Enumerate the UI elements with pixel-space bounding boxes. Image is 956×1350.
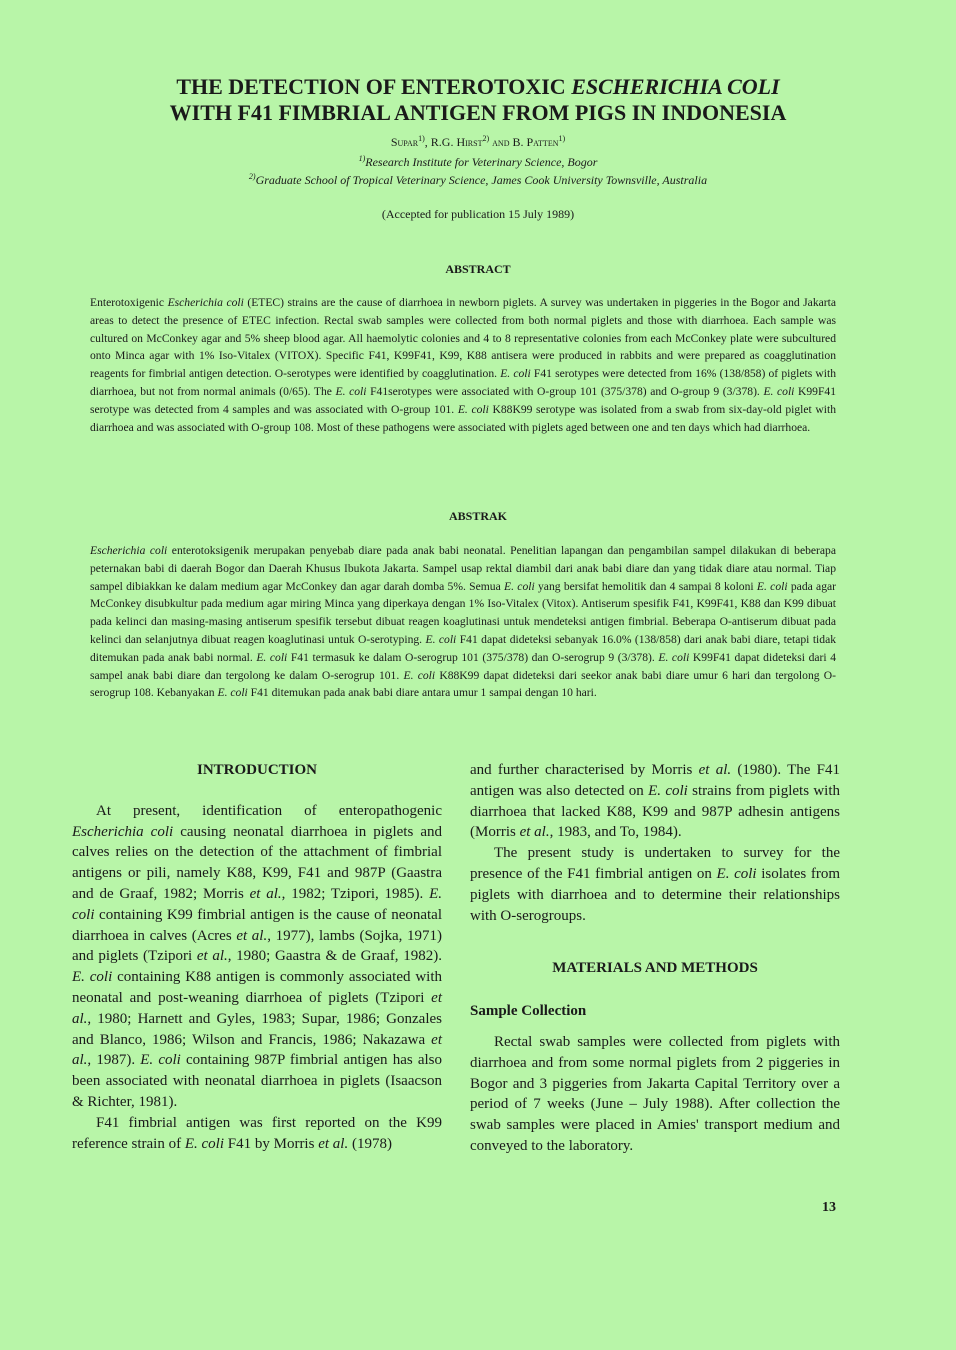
text: F41 dapat dideteksi sebanyak 16.0% (138/858) dari anak babi diare, tetapi tidak ditemukan pada anak babi normal. (90, 632, 837, 664)
text: causing neonatal diarrhoea in piglets and calves relies on the detection of the attachment of fimbrial antigens or pili, namely K88, K99, F41 and 987P (Gaastra and de Graaf, 1982; Morris (72, 823, 442, 902)
italic-text: et al. (72, 1031, 442, 1069)
text: , 1980; Gaastra & de Graaf, 1982). (227, 948, 442, 965)
affiliation-1 (0, 154, 956, 170)
text: containing K88 antigen is commonly associated with neonatal and post-weaning diarrhoea of piglets (Tzipori (72, 969, 443, 1006)
italic-text: et al. (196, 948, 228, 965)
text: K99F41 serotype was detected from 4 samples and was associated with O-group 101. (90, 384, 837, 416)
text: Enterotoxigenic (90, 296, 168, 309)
italic-text: et al. (72, 989, 442, 1027)
italic-text: Escherichia coli (72, 823, 174, 840)
text: yang bersifat hemolitik dan 4 sampai 8 koloni (534, 579, 757, 593)
text: F41 by Morris (224, 1135, 319, 1152)
italic-text: Escherichia coli (167, 296, 244, 309)
authors (0, 134, 956, 150)
title-line-1 (0, 74, 956, 100)
title-line-2: WITH F41 FIMBRIAL ANTIGEN FROM PIGS IN INDONESIA (169, 100, 787, 125)
accepted-date: (Accepted for publication 15 July 1989) (381, 207, 575, 221)
italic-text: E. coli (403, 668, 436, 682)
affiliation-2 (0, 172, 956, 188)
italic-text: Escherichia coli (90, 544, 168, 557)
italic-text: et al. (519, 824, 550, 841)
text: K88K99 serotype was isolated from a swab from six-day-old piglet with diarrhoea and was associated with O-group 108. Most of these pathogens were associated with piglets aged between one and ten days which had diarrhoea. (90, 402, 836, 434)
italic-text: E. coli (335, 384, 367, 398)
italic-text: et al. (318, 1135, 349, 1152)
italic-text: E. coli (716, 865, 757, 882)
spacer (470, 979, 840, 1001)
text: (1978) (348, 1135, 392, 1152)
text: F41 serotypes were detected from 16% (138/858) of piglets with diarrhoea, but not from normal animals (0/65). The (90, 367, 837, 398)
affil-mark: 2) (248, 172, 256, 181)
abstract-paragraph (90, 294, 836, 436)
abstrak-body (90, 542, 836, 702)
text: pada agar McConkey disubkultur pada medium agar miring Minca yang diperkaya dengan 1% Iso-Vitalex (Vitox). Antiserum spesifik F41, K99F41, K88 dan K99 dibuat pada kelinci dan masing-masing antiserum spesifik tersebut dibuat reagen koaglutinasi untuk mendeteksi antigen fimbrial. Beberapa O-antiserum dibuat pada kelinci dan selanjutnya dibuat reagen koaglutinasi untuk O-serotyping. (90, 579, 837, 646)
text: , 1977), lambs (Sojka, 1971) and piglets (Tzipori (72, 927, 442, 965)
text: strains from piglets with diarrhoea that lacked K88, K99 and 987P adhesin antigens (Morris (470, 782, 841, 841)
affil-mark: 1) (358, 154, 366, 163)
text: enterotoksigenik merupakan penyebab diare pada anak babi neonatal. Penelitian lapangan dan pengambilan sampel dilakukan di beberapa peternakan babi di daerah Bogor dan Daerah Khusus Ibukota Jakarta. Sampel usap rektal diambil dari anak babi diare dan yang tidak diare atau normal. Tiap sampel dibiakkan ke dalam medium agar McConkey dan agar darah domba 5%. Semua (90, 544, 836, 593)
affil-text: Research Institute for Veterinary Science, Bogor (365, 155, 598, 169)
text: , 1982; Tzipori, 1985). (281, 885, 430, 902)
text: The present study is undertaken to survey for the presence of the F41 fimbrial antigen on (470, 845, 840, 882)
italic-text: et al. (236, 927, 268, 944)
text: At present, identification of enteropathogenic (96, 802, 442, 819)
text: isolates from piglets with diarrhoea and to determine their relationships with O-serogroups. (470, 865, 840, 924)
abstract-body (90, 294, 836, 436)
spacer (470, 1022, 840, 1032)
introduction-heading: INTRODUCTION (196, 762, 317, 778)
left-column (72, 760, 442, 1154)
sample-collection-paragraph: Rectal swab samples were collected from piglets with diarrhoea and from some normal piglets from 2 piggeries in Bogor and 3 piggeries from Jakarta Capital Territory over a period of 7 weeks (June – July 1988). After collection the swab samples were placed in Amies' transport medium and conveyed to the laboratory. (470, 1033, 840, 1154)
intro-paragraph-2 (72, 1113, 442, 1155)
italic-text: E. coli (504, 579, 535, 593)
page-number: 13 (822, 1200, 836, 1215)
sample-collection-heading: Sample Collection (470, 1003, 587, 1020)
spacer (72, 781, 442, 801)
text: , 1983, and To, 1984). (549, 824, 682, 841)
italic-text: E. coli (140, 1052, 181, 1069)
title-italic-text: ESCHERICHIA COLI (571, 74, 780, 99)
italic-text: E. coli (648, 782, 688, 799)
italic-text: E. coli (217, 686, 248, 700)
abstrak-heading: ABSTRAK (448, 509, 507, 523)
italic-text: E. coli (425, 632, 457, 646)
italic-text: E. coli (763, 384, 795, 398)
italic-text: et al. (249, 885, 282, 902)
methods-heading: MATERIALS AND METHODS (552, 960, 758, 977)
author-affil-mark: 1) (418, 134, 425, 143)
right-paragraph-1 (470, 760, 840, 843)
text: F41 fimbrial antigen was first reported on the K99 reference strain of (72, 1114, 442, 1152)
text: F41 termasuk ke dalam O-serogrup 101 (375/378) dan O-serogrup 9 (3/378). (287, 650, 659, 664)
title-text: THE DETECTION OF ENTEROTOXIC (176, 74, 572, 99)
italic-text: E. coli (72, 969, 113, 986)
author-name: and B. Patten (489, 135, 559, 149)
italic-text: E. coli (658, 650, 690, 664)
author-affil-mark: 2) (482, 134, 490, 143)
text: K99F41 dapat dideteksi dari 4 sampel anak babi diare dan tergolong ke dalam O-serogrup 101. (90, 650, 837, 682)
text: , 1987). (87, 1052, 141, 1069)
abstract-heading: ABSTRACT (445, 262, 511, 276)
text: containing 987P fimbrial antigen has also been associated with neonatal diarrhoea in piglets (Isaacson & Richter, 1981). (72, 1052, 443, 1110)
italic-text: E. coli (72, 885, 442, 923)
text: containing K99 fimbrial antigen is the cause of neonatal diarrhoea in calves (Acres (72, 906, 442, 944)
text: and further characterised by Morris (470, 762, 699, 778)
author-name: , R.G. Hirst (424, 135, 483, 149)
text: (ETEC) strains are the cause of diarrhoea in newborn piglets. A survey was undertaken in piggeries in the Bogor and Jakarta areas to detect the presence of ETEC infection. Rectal swab samples were collected from both normal piglets and those with diarrhoea. Each sample was cultured on McConkey agar and 5% sheep blood agar. All haemolytic colonies and 4 to 8 representative colonies from each McConkey plate were subcultured onto Minca agar with 1% Iso-Vitalex (VITOX). Specific F41, K99F41, K99, K88 antisera were produced in rabbits and were prepared as coagglutination reagents for fimbrial antigen detection. O-serotypes were identified by coagglutination. (90, 296, 836, 381)
text: , 1980; Harnett and Gyles, 1983; Supar, 1986; Gonzales and Blanco, 1986; Wilson and Francis, 1986; Nakazawa (72, 1010, 442, 1048)
italic-text: E. coli (184, 1135, 225, 1152)
italic-text: E. coli (500, 367, 531, 381)
text: F41 ditemukan pada anak babi diare antara umur 1 sampai dengan 10 hari. (247, 686, 597, 700)
author-affil-mark: 1) (558, 134, 566, 143)
italic-text: et al. (698, 762, 732, 778)
text: F41serotypes were associated with O-group 101 (375/378) and O-group 9 (3/378). (366, 384, 764, 398)
italic-text: E. coli (256, 650, 288, 664)
right-paragraph-2 (470, 843, 840, 926)
affil-text: Graduate School of Tropical Veterinary Science, James Cook University Townsville, Australia (255, 173, 708, 187)
paper-title (0, 74, 956, 126)
italic-text: E. coli (756, 579, 788, 593)
italic-text: E. coli (457, 402, 489, 416)
abstrak-paragraph (90, 542, 836, 702)
text: (1980). The F41 antigen was also detected on (470, 762, 840, 799)
right-column (470, 760, 840, 1157)
text: K88K99 dapat dideteksi dari seekor anak babi diare umur 6 hari dan tergolong O-serogrup 108. Kebanyakan (90, 668, 837, 700)
intro-paragraph-1 (72, 801, 442, 1113)
spacer (470, 926, 840, 958)
author-name: Supar (390, 135, 419, 149)
